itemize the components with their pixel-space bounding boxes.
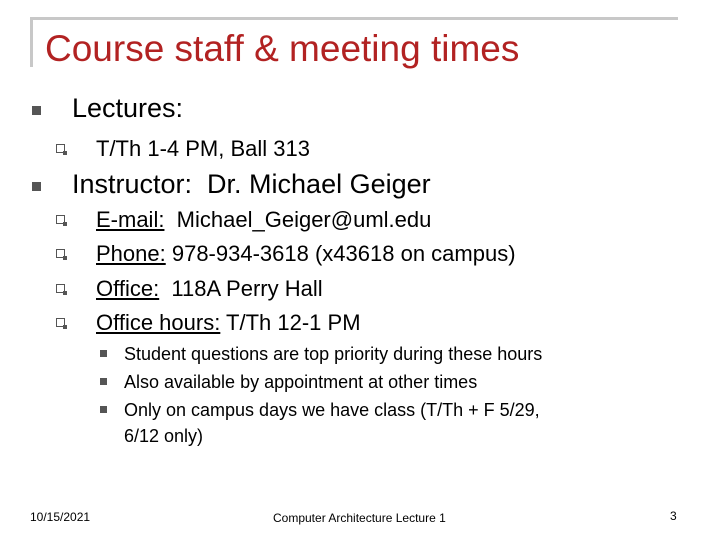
- office-hours-value: T/Th 12-1 PM: [220, 310, 361, 335]
- hollow-square-bullet-icon: [56, 215, 65, 224]
- footer-course-title: Computer Architecture Lecture 1: [273, 511, 446, 525]
- email-label: E-mail:: [96, 207, 165, 232]
- title-frame-left: [30, 17, 33, 67]
- small-square-bullet-icon: [100, 406, 107, 413]
- note-text: Only on campus days we have class (T/Th + F 5/29,: [124, 400, 540, 420]
- phone-label: Phone:: [96, 241, 166, 266]
- page-number: 3: [670, 509, 677, 523]
- hollow-square-bullet-icon: [56, 144, 65, 153]
- hollow-square-bullet-icon: [56, 249, 65, 258]
- phone-value: 978-934-3618 (x43618 on campus): [165, 241, 516, 266]
- lectures-time: T/Th 1-4 PM, Ball 313: [96, 136, 310, 161]
- note-text: Student questions are top priority during these hours: [124, 344, 543, 364]
- note-text: 6/12 only): [124, 426, 204, 446]
- small-square-bullet-icon: [100, 378, 107, 385]
- square-bullet-icon: [32, 182, 41, 191]
- instructor-name: : Dr. Michael Geiger: [184, 169, 431, 199]
- footer-date: 10/15/2021: [30, 510, 91, 524]
- email-value: Michael_Geiger@uml.edu: [164, 207, 432, 232]
- square-bullet-icon: [32, 106, 41, 115]
- instructor-label: Instructor: [72, 169, 185, 199]
- hollow-square-bullet-icon: [56, 318, 65, 327]
- lectures-label: Lectures:: [72, 93, 184, 123]
- office-hours-label: Office hours:: [96, 310, 221, 335]
- title-frame-top: [30, 17, 678, 20]
- slide-title: Course staff & meeting times: [45, 28, 520, 69]
- hollow-square-bullet-icon: [56, 284, 65, 293]
- note-text: Also available by appointment at other times: [124, 372, 478, 392]
- small-square-bullet-icon: [100, 350, 107, 357]
- office-value: 118A Perry Hall: [159, 276, 323, 301]
- office-label: Office:: [96, 276, 160, 301]
